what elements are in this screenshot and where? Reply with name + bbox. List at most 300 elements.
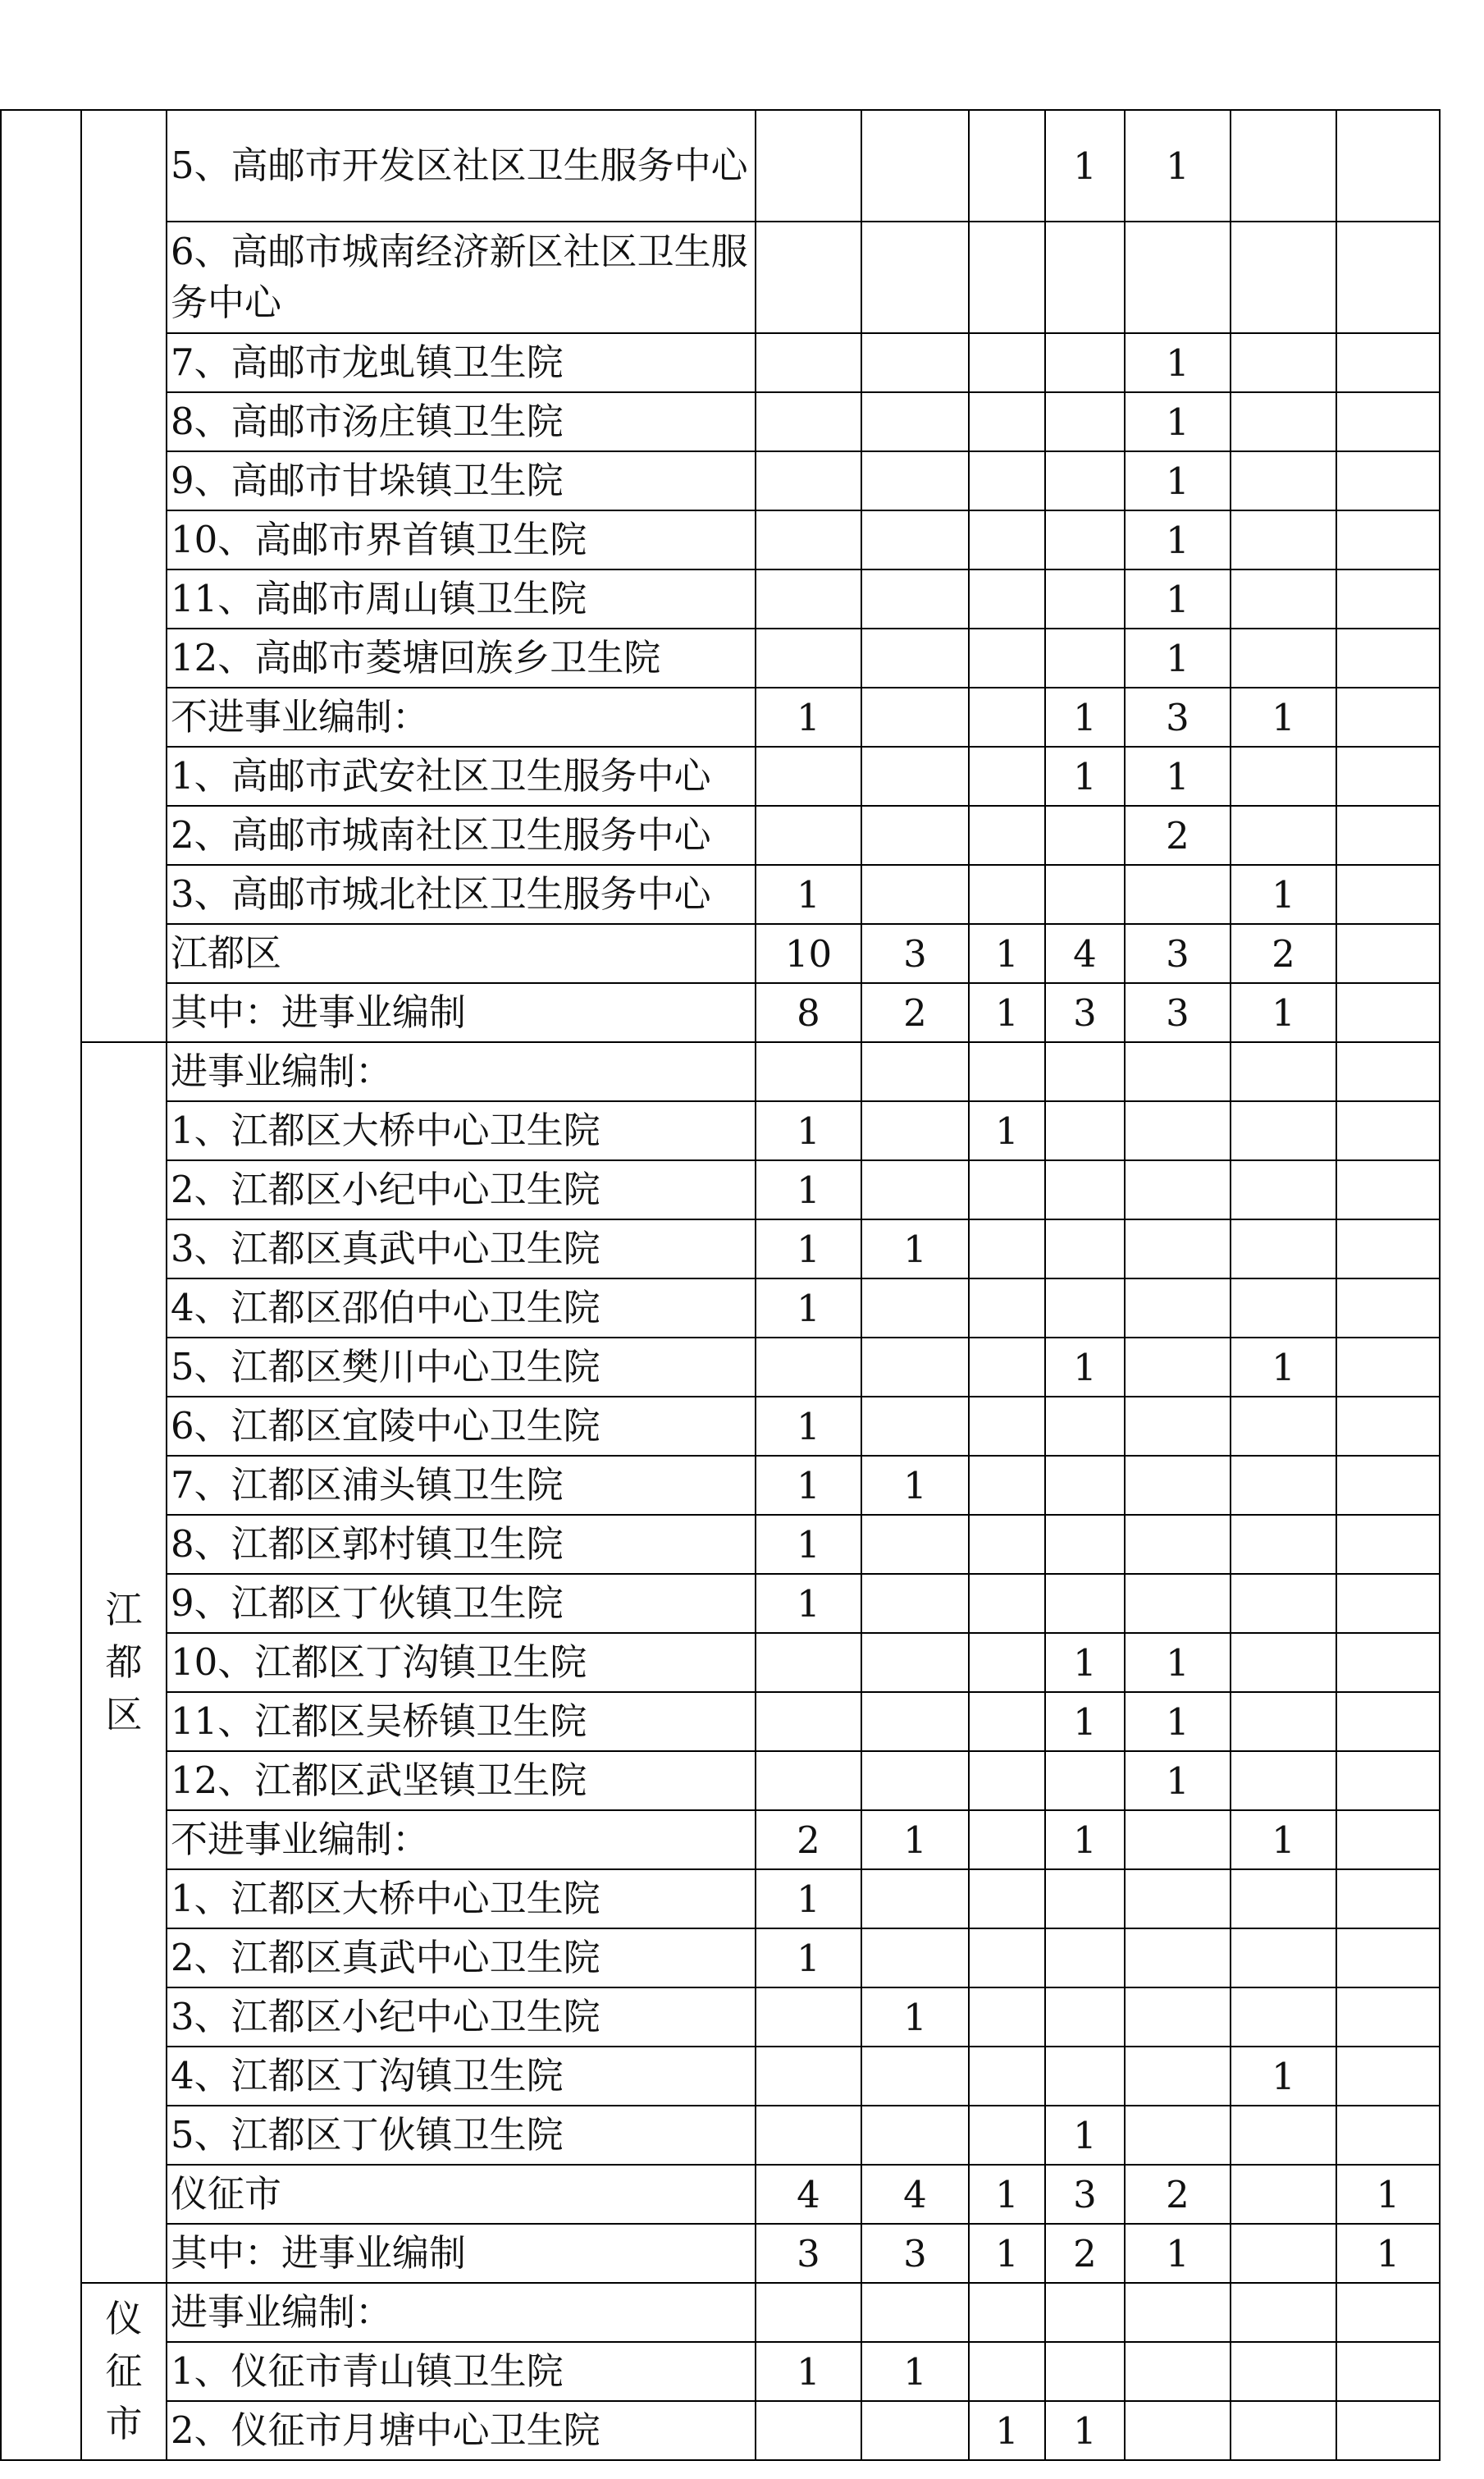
value-cell xyxy=(969,629,1045,688)
value-cell xyxy=(969,1042,1045,1101)
institution-name-cell: 2、高邮市城南社区卫生服务中心 xyxy=(167,806,756,865)
value-cell: 1 xyxy=(756,1397,861,1456)
value-cell: 2 xyxy=(1125,2165,1231,2224)
institution-name-cell: 进事业编制： xyxy=(167,2283,756,2342)
value-cell xyxy=(1231,1219,1336,1278)
table-row xyxy=(1,1810,1440,1869)
institution-name-cell: 6、高邮市城南经济新区社区卫生服务中心 xyxy=(167,222,756,333)
value-cell: 1 xyxy=(969,924,1045,983)
value-cell xyxy=(756,629,861,688)
value-cell: 1 xyxy=(969,983,1045,1042)
value-cell xyxy=(1045,2047,1125,2106)
value-cell xyxy=(1336,1692,1440,1751)
value-cell: 2 xyxy=(756,1810,861,1869)
value-cell xyxy=(1231,1042,1336,1101)
value-cell: 1 xyxy=(756,1219,861,1278)
table-row xyxy=(1,1574,1440,1633)
value-cell: 1 xyxy=(1045,1692,1125,1751)
value-cell xyxy=(969,1633,1045,1692)
value-cell: 1 xyxy=(861,1219,969,1278)
value-cell xyxy=(1045,1042,1125,1101)
table-row xyxy=(1,451,1440,510)
institution-name-cell: 其中：进事业编制 xyxy=(167,2224,756,2283)
value-cell xyxy=(1125,2283,1231,2342)
institution-name-cell: 11、高邮市周山镇卫生院 xyxy=(167,569,756,629)
value-cell xyxy=(861,2047,969,2106)
value-cell xyxy=(969,222,1045,333)
value-cell: 1 xyxy=(1125,629,1231,688)
value-cell xyxy=(969,2342,1045,2401)
value-cell xyxy=(1231,2401,1336,2460)
value-cell: 1 xyxy=(1125,110,1231,222)
value-cell: 1 xyxy=(861,1987,969,2047)
value-cell xyxy=(1045,1869,1125,1928)
value-cell xyxy=(1125,1160,1231,1219)
value-cell xyxy=(1336,1987,1440,2047)
value-cell: 1 xyxy=(1231,1338,1336,1397)
value-cell: 2 xyxy=(861,983,969,1042)
institution-name-cell: 江都区 xyxy=(167,924,756,983)
value-cell: 1 xyxy=(1231,983,1336,1042)
value-cell xyxy=(756,2401,861,2460)
value-cell: 3 xyxy=(861,2224,969,2283)
value-cell: 1 xyxy=(756,1574,861,1633)
value-cell xyxy=(969,110,1045,222)
institution-name-cell: 1、江都区大桥中心卫生院 xyxy=(167,1869,756,1928)
value-cell: 1 xyxy=(756,688,861,747)
group-label: 仪征市 xyxy=(105,2297,143,2445)
value-cell xyxy=(1231,1515,1336,1574)
value-cell: 1 xyxy=(1045,1633,1125,1692)
value-cell: 1 xyxy=(1231,688,1336,747)
value-cell xyxy=(756,747,861,806)
value-cell: 4 xyxy=(1045,924,1125,983)
value-cell xyxy=(861,1869,969,1928)
value-cell: 1 xyxy=(969,2165,1045,2224)
value-cell xyxy=(1231,629,1336,688)
table-row xyxy=(1,333,1440,392)
value-cell xyxy=(1231,1692,1336,1751)
group-label-cell xyxy=(81,2283,167,2460)
value-cell xyxy=(756,1042,861,1101)
institution-name-cell: 11、江都区吴桥镇卫生院 xyxy=(167,1692,756,1751)
value-cell: 4 xyxy=(756,2165,861,2224)
value-cell: 1 xyxy=(969,2401,1045,2460)
value-cell xyxy=(1336,924,1440,983)
value-cell xyxy=(1231,451,1336,510)
value-cell: 3 xyxy=(1045,2165,1125,2224)
value-cell: 1 xyxy=(1045,747,1125,806)
staffing-table xyxy=(0,109,1441,2461)
value-cell xyxy=(1125,1101,1231,1160)
value-cell: 1 xyxy=(1231,1810,1336,1869)
value-cell xyxy=(1231,569,1336,629)
value-cell: 1 xyxy=(1125,569,1231,629)
value-cell xyxy=(1125,2401,1231,2460)
value-cell: 2 xyxy=(1045,2224,1125,2283)
value-cell xyxy=(1045,1574,1125,1633)
value-cell: 1 xyxy=(1231,2047,1336,2106)
value-cell xyxy=(1125,865,1231,924)
value-cell xyxy=(1231,1160,1336,1219)
table-row xyxy=(1,2283,1440,2342)
institution-name-cell: 9、高邮市甘垛镇卫生院 xyxy=(167,451,756,510)
value-cell xyxy=(861,1338,969,1397)
value-cell xyxy=(1336,569,1440,629)
value-cell xyxy=(756,110,861,222)
institution-name-cell: 6、江都区宜陵中心卫生院 xyxy=(167,1397,756,1456)
institution-name-cell: 5、江都区樊川中心卫生院 xyxy=(167,1338,756,1397)
value-cell xyxy=(1336,1574,1440,1633)
value-cell xyxy=(756,1692,861,1751)
value-cell xyxy=(1231,1869,1336,1928)
institution-name-cell: 2、江都区真武中心卫生院 xyxy=(167,1928,756,1987)
table-row xyxy=(1,222,1440,333)
institution-name-cell: 4、江都区邵伯中心卫生院 xyxy=(167,1278,756,1338)
value-cell: 1 xyxy=(1125,392,1231,451)
value-cell xyxy=(1045,1751,1125,1810)
value-cell xyxy=(969,451,1045,510)
value-cell xyxy=(1231,1456,1336,1515)
value-cell xyxy=(1045,2283,1125,2342)
table-row xyxy=(1,1278,1440,1338)
table-row xyxy=(1,2165,1440,2224)
value-cell xyxy=(1231,222,1336,333)
table-row xyxy=(1,806,1440,865)
value-cell: 1 xyxy=(756,1456,861,1515)
value-cell xyxy=(1045,510,1125,569)
value-cell xyxy=(1231,333,1336,392)
institution-name-cell: 3、江都区小纪中心卫生院 xyxy=(167,1987,756,2047)
value-cell xyxy=(1045,1101,1125,1160)
value-cell xyxy=(1125,1869,1231,1928)
table-row xyxy=(1,1160,1440,1219)
value-cell xyxy=(756,2283,861,2342)
value-cell xyxy=(861,1042,969,1101)
institution-name-cell: 3、江都区真武中心卫生院 xyxy=(167,1219,756,1278)
value-cell xyxy=(1125,1574,1231,1633)
institution-name-cell: 12、江都区武坚镇卫生院 xyxy=(167,1751,756,1810)
institution-name-cell: 不进事业编制： xyxy=(167,688,756,747)
value-cell xyxy=(969,1278,1045,1338)
value-cell xyxy=(861,1751,969,1810)
value-cell xyxy=(1125,1987,1231,2047)
value-cell xyxy=(1231,1574,1336,1633)
value-cell: 1 xyxy=(756,1101,861,1160)
value-cell xyxy=(969,1160,1045,1219)
value-cell: 1 xyxy=(861,1456,969,1515)
value-cell xyxy=(861,333,969,392)
value-cell xyxy=(1231,1928,1336,1987)
institution-name-cell: 8、江都区郭村镇卫生院 xyxy=(167,1515,756,1574)
value-cell: 1 xyxy=(756,1278,861,1338)
table-row xyxy=(1,983,1440,1042)
value-cell xyxy=(861,806,969,865)
value-cell: 4 xyxy=(861,2165,969,2224)
value-cell xyxy=(756,806,861,865)
value-cell xyxy=(756,1987,861,2047)
value-cell xyxy=(1336,392,1440,451)
value-cell xyxy=(756,1751,861,1810)
value-cell: 1 xyxy=(969,2224,1045,2283)
value-cell xyxy=(861,1633,969,1692)
table-row xyxy=(1,2224,1440,2283)
value-cell xyxy=(756,392,861,451)
value-cell xyxy=(1231,1101,1336,1160)
value-cell xyxy=(1045,2342,1125,2401)
value-cell xyxy=(861,392,969,451)
value-cell xyxy=(861,1574,969,1633)
value-cell xyxy=(1336,1456,1440,1515)
value-cell xyxy=(1125,1042,1231,1101)
institution-name-cell: 4、江都区丁沟镇卫生院 xyxy=(167,2047,756,2106)
value-cell xyxy=(1336,1397,1440,1456)
value-cell xyxy=(1045,1160,1125,1219)
value-cell xyxy=(861,2401,969,2460)
value-cell: 3 xyxy=(861,924,969,983)
value-cell xyxy=(1231,1397,1336,1456)
value-cell xyxy=(1045,392,1125,451)
value-cell xyxy=(1336,1278,1440,1338)
value-cell xyxy=(1231,1633,1336,1692)
value-cell xyxy=(1045,451,1125,510)
value-cell: 3 xyxy=(1125,688,1231,747)
value-cell: 3 xyxy=(756,2224,861,2283)
value-cell xyxy=(1336,1042,1440,1101)
value-cell xyxy=(861,1278,969,1338)
value-cell xyxy=(756,451,861,510)
value-cell xyxy=(1125,1456,1231,1515)
value-cell xyxy=(1045,1987,1125,2047)
value-cell xyxy=(969,2106,1045,2165)
value-cell xyxy=(969,2047,1045,2106)
value-cell: 1 xyxy=(1336,2224,1440,2283)
value-cell xyxy=(1336,2106,1440,2165)
value-cell xyxy=(756,333,861,392)
table-row xyxy=(1,865,1440,924)
value-cell: 3 xyxy=(1045,983,1125,1042)
value-cell xyxy=(1336,806,1440,865)
table-row xyxy=(1,1751,1440,1810)
value-cell xyxy=(861,747,969,806)
institution-name-cell: 1、江都区大桥中心卫生院 xyxy=(167,1101,756,1160)
value-cell: 1 xyxy=(1045,688,1125,747)
value-cell: 2 xyxy=(1125,806,1231,865)
value-cell xyxy=(1336,451,1440,510)
table-row xyxy=(1,392,1440,451)
table-row xyxy=(1,1987,1440,2047)
value-cell xyxy=(1045,1397,1125,1456)
value-cell: 3 xyxy=(1125,924,1231,983)
region-column-cell xyxy=(1,110,81,2460)
value-cell xyxy=(1231,1751,1336,1810)
value-cell xyxy=(1125,1278,1231,1338)
value-cell xyxy=(1045,806,1125,865)
value-cell: 1 xyxy=(1045,1810,1125,1869)
value-cell xyxy=(969,1338,1045,1397)
value-cell xyxy=(1045,1219,1125,1278)
value-cell: 1 xyxy=(756,1869,861,1928)
value-cell xyxy=(1045,222,1125,333)
value-cell xyxy=(1125,1515,1231,1574)
table-row xyxy=(1,1928,1440,1987)
value-cell xyxy=(1336,222,1440,333)
value-cell xyxy=(969,1810,1045,1869)
value-cell xyxy=(1045,1456,1125,1515)
table-row xyxy=(1,1456,1440,1515)
value-cell xyxy=(1125,222,1231,333)
value-cell xyxy=(756,2047,861,2106)
value-cell xyxy=(861,1515,969,1574)
institution-name-cell: 1、仪征市青山镇卫生院 xyxy=(167,2342,756,2401)
value-cell xyxy=(1231,806,1336,865)
value-cell xyxy=(756,510,861,569)
value-cell xyxy=(1336,110,1440,222)
value-cell xyxy=(756,1633,861,1692)
value-cell: 1 xyxy=(1125,2224,1231,2283)
value-cell xyxy=(1336,510,1440,569)
value-cell xyxy=(861,1692,969,1751)
value-cell xyxy=(756,1338,861,1397)
institution-name-cell: 2、仪征市月塘中心卫生院 xyxy=(167,2401,756,2460)
value-cell xyxy=(861,1160,969,1219)
value-cell xyxy=(1336,747,1440,806)
value-cell xyxy=(969,1574,1045,1633)
value-cell xyxy=(861,1928,969,1987)
value-cell xyxy=(969,1928,1045,1987)
value-cell xyxy=(756,222,861,333)
value-cell xyxy=(1231,2342,1336,2401)
institution-name-cell: 进事业编制： xyxy=(167,1042,756,1101)
institution-name-cell: 12、高邮市菱塘回族乡卫生院 xyxy=(167,629,756,688)
value-cell xyxy=(1231,110,1336,222)
value-cell xyxy=(969,865,1045,924)
institution-name-cell: 不进事业编制： xyxy=(167,1810,756,1869)
value-cell xyxy=(1045,1278,1125,1338)
value-cell: 1 xyxy=(1336,2165,1440,2224)
value-cell xyxy=(1336,1928,1440,1987)
value-cell: 1 xyxy=(756,1928,861,1987)
group-label-cell xyxy=(81,110,167,1042)
institution-name-cell: 2、江都区小纪中心卫生院 xyxy=(167,1160,756,1219)
table-row xyxy=(1,2401,1440,2460)
table-row xyxy=(1,747,1440,806)
value-cell xyxy=(1336,2047,1440,2106)
value-cell: 10 xyxy=(756,924,861,983)
table-row xyxy=(1,2047,1440,2106)
table-row xyxy=(1,110,1440,222)
table-row xyxy=(1,1633,1440,1692)
institution-name-cell: 5、江都区丁伙镇卫生院 xyxy=(167,2106,756,2165)
value-cell xyxy=(1336,1338,1440,1397)
value-cell xyxy=(1336,1633,1440,1692)
table-row xyxy=(1,2106,1440,2165)
value-cell xyxy=(969,1692,1045,1751)
value-cell xyxy=(969,333,1045,392)
value-cell xyxy=(1336,333,1440,392)
value-cell: 1 xyxy=(1045,2401,1125,2460)
table-row xyxy=(1,2342,1440,2401)
value-cell: 2 xyxy=(1231,924,1336,983)
value-cell xyxy=(1336,1160,1440,1219)
value-cell: 1 xyxy=(1125,451,1231,510)
value-cell xyxy=(1125,1928,1231,1987)
institution-name-cell: 5、高邮市开发区社区卫生服务中心 xyxy=(167,110,756,222)
value-cell: 1 xyxy=(756,1160,861,1219)
value-cell: 3 xyxy=(1125,983,1231,1042)
table-row xyxy=(1,924,1440,983)
value-cell xyxy=(969,1456,1045,1515)
value-cell xyxy=(969,569,1045,629)
table-row xyxy=(1,569,1440,629)
table-row xyxy=(1,1692,1440,1751)
value-cell xyxy=(756,2106,861,2165)
value-cell xyxy=(1045,629,1125,688)
value-cell xyxy=(1125,2106,1231,2165)
value-cell: 1 xyxy=(756,865,861,924)
value-cell: 1 xyxy=(1045,2106,1125,2165)
value-cell xyxy=(861,865,969,924)
institution-name-cell: 10、江都区丁沟镇卫生院 xyxy=(167,1633,756,1692)
value-cell xyxy=(1336,2283,1440,2342)
value-cell: 1 xyxy=(1125,1692,1231,1751)
value-cell xyxy=(1336,1869,1440,1928)
institution-name-cell: 9、江都区丁伙镇卫生院 xyxy=(167,1574,756,1633)
value-cell xyxy=(969,1219,1045,1278)
value-cell xyxy=(1125,1338,1231,1397)
value-cell: 1 xyxy=(1125,1751,1231,1810)
value-cell xyxy=(861,2106,969,2165)
value-cell xyxy=(1231,1278,1336,1338)
value-cell: 1 xyxy=(756,1515,861,1574)
value-cell xyxy=(1336,1810,1440,1869)
table-row xyxy=(1,629,1440,688)
value-cell xyxy=(861,2283,969,2342)
value-cell xyxy=(1336,688,1440,747)
value-cell xyxy=(1231,2106,1336,2165)
table-row xyxy=(1,1515,1440,1574)
value-cell xyxy=(1231,510,1336,569)
value-cell: 1 xyxy=(1125,1633,1231,1692)
value-cell xyxy=(1045,1515,1125,1574)
value-cell: 8 xyxy=(756,983,861,1042)
value-cell xyxy=(861,629,969,688)
value-cell xyxy=(1336,1101,1440,1160)
value-cell xyxy=(969,1397,1045,1456)
institution-name-cell: 1、高邮市武安社区卫生服务中心 xyxy=(167,747,756,806)
institution-name-cell: 仪征市 xyxy=(167,2165,756,2224)
value-cell xyxy=(861,688,969,747)
value-cell xyxy=(1125,1397,1231,1456)
table-row xyxy=(1,1338,1440,1397)
value-cell xyxy=(1125,1810,1231,1869)
value-cell xyxy=(1336,1219,1440,1278)
table-row xyxy=(1,1397,1440,1456)
value-cell xyxy=(969,747,1045,806)
value-cell xyxy=(861,569,969,629)
value-cell xyxy=(969,806,1045,865)
value-cell: 1 xyxy=(1125,510,1231,569)
institution-name-cell: 其中：进事业编制 xyxy=(167,983,756,1042)
value-cell xyxy=(1231,2165,1336,2224)
value-cell xyxy=(969,510,1045,569)
institution-name-cell: 8、高邮市汤庄镇卫生院 xyxy=(167,392,756,451)
value-cell xyxy=(1231,2283,1336,2342)
value-cell xyxy=(1125,2047,1231,2106)
value-cell: 1 xyxy=(1125,747,1231,806)
group-label-cell xyxy=(81,1042,167,2283)
institution-name-cell: 7、高邮市龙虬镇卫生院 xyxy=(167,333,756,392)
